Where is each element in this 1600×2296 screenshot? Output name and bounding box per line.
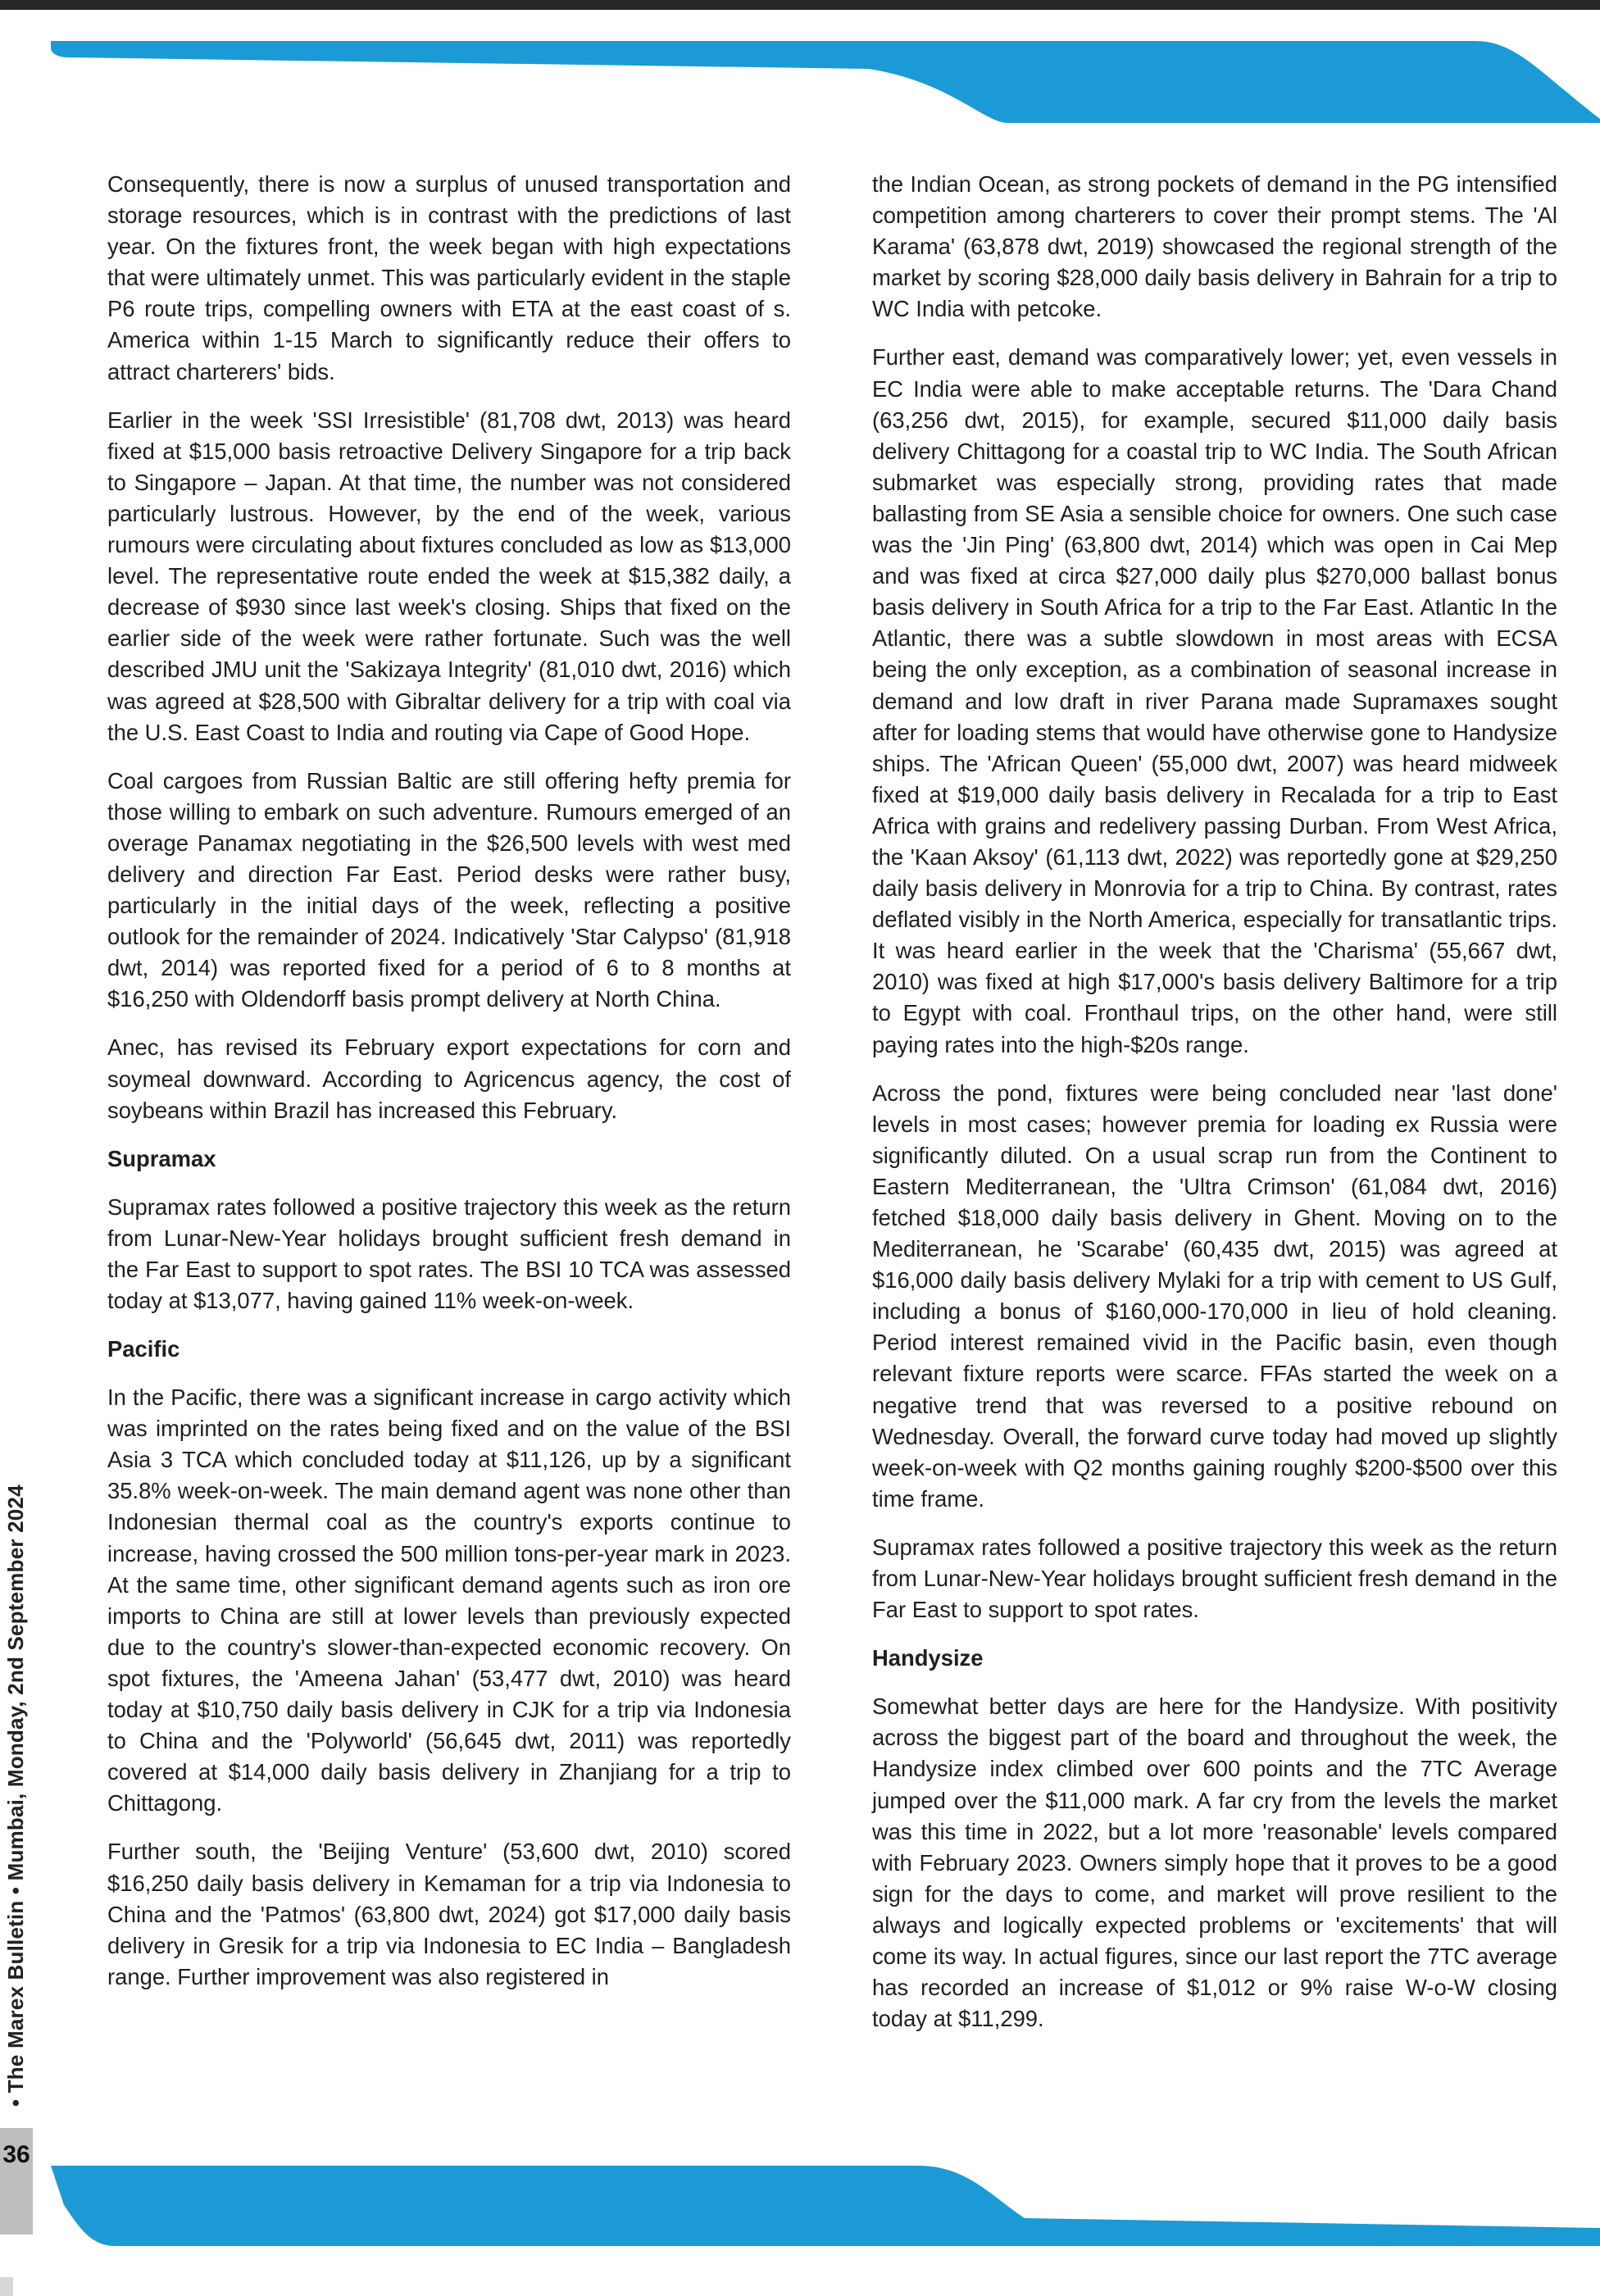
article-paragraph: Consequently, there is now a surplus of unused transportation and storage resources, which is in contrast with the predictions of last year. On the fixtures front, the week began with high expectations that were ultimately unmet. This was particularly evident in the staple P6 route trips, compelling owners with ETA at the east coast of s. America within 1-15 March to significantly reduce their offers to attract charterers' bids. (107, 171, 791, 384)
article-paragraph: Earlier in the week 'SSI Irresistible' (81,708 dwt, 2013) was heard fixed at $15,000 basis retroactive Delivery Singapore for a trip back to Singapore – Japan. At that time, the number was not considered particularly lustrous. However, by the end of the week, various rumours were circulating about fixtures concluded as low as $13,000 level. The representative route ended the week at $15,382 daily, a decrease of $930 since last week's closing. Ships that fixed on the earlier side of the week were rather fortunate. Such was the well described JMU unit the 'Sakizaya Integrity' (81,010 dwt, 2016) which was agreed at $28,500 with Gibraltar delivery for a trip with coal via the U.S. East Coast to India and routing via Cape of Good Hope. (107, 407, 791, 745)
header-accent-band (0, 0, 1600, 123)
article-paragraph: In the Pacific, there was a significant increase in cargo activity which was imprinted on the rates being fixed and on the value of the BSI Asia 3 TCA which concluded today at $11,126, up by a significant 35.8% week-on-week. The main demand agent was none other than Indonesian thermal coal as the country's exports continue to increase, having crossed the 500 million tons-per-year mark in 2023. At the same time, other significant demand agents such as iron ore imports to China are still at lower levels than previously expected due to the country's slower-than-expected economic recovery. On spot fixtures, the 'Ameena Jahan' (53,477 dwt, 2010) was heard today at $10,750 daily basis delivery in CJK for a trip via Indonesia to China and the 'Polyworld' (56,645 dwt, 2011) was reportedly covered at $14,000 daily basis delivery in Zhanjiang for a trip to Chittagong. (107, 1384, 791, 1816)
article-paragraph: the Indian Ocean, as strong pockets of demand in the PG intensified competition among charterers to cover their prompt stems. The 'Al Karama' (63,878 dwt, 2019) showcased the regional strength of the market by scoring $28,000 daily basis delivery in Bahrain for a trip to WC India with petcoke. (872, 171, 1557, 322)
section-heading-supramax: Supramax (107, 1145, 216, 1171)
running-title: • The Marex Bulletin • Mumbai, Monday, 2nd September 2024 (3, 1484, 28, 2107)
section-heading-handysize: Handysize (872, 1645, 984, 1671)
header-rule (0, 0, 1600, 10)
article-paragraph: Supramax rates followed a positive trajectory this week as the return from Lunar-New-Year holidays brought sufficient fresh demand in the Far East to support to spot rates. The BSI 10 TCA was assessed today at $13,077, having gained 11% week-on-week. (107, 1193, 791, 1313)
article-paragraph: Across the pond, fixtures were being concluded near 'last done' levels in most cases; however premia for loading ex Russia were significantly diluted. On a usual scrap run from the Continent to Eastern Mediterranean, the 'Ultra Crimson' (61,084 dwt, 2016) fetched $18,000 daily basis delivery in Ghent. Moving on to the Mediterranean, he 'Scarabe' (60,435 dwt, 2015) was agreed at $16,000 daily basis delivery Mylaki for a trip with cement to US Gulf, including a bonus of $160,000-170,000 in lieu of hold cleaning. Period interest remained vivid in the Pacific basin, even though relevant fixture reports were scarce. FFAs started the week on a negative trend that was reversed to a positive rebound on Wednesday. Overall, the forward curve today had moved up slightly week-on-week with Q2 months gaining roughly $200-$500 over this time frame. (872, 1080, 1557, 1512)
left-column (107, 169, 791, 2010)
article-paragraph: Further east, demand was comparatively lower; yet, even vessels in EC India were able to make acceptable returns. The 'Dara Chand (63,256 dwt, 2015), for example, secured $11,000 daily basis delivery Chittagong for a coastal trip to WC India. The South African submarket was especially strong, providing rates that made ballasting from SE Asia a sensible choice for owners. One such case was the 'Jin Ping' (63,800 dwt, 2014) which was open in Cai Mep and was fixed at circa $27,000 daily plus $270,000 ballast bonus basis delivery in South Africa for a trip to the Far East. Atlantic In the Atlantic, there was a subtle slowdown in most areas with ECSA being the only exception, as a combination of seasonal increase in demand and low draft in river Parana made Supramaxes sought after for loading stems that would have otherwise gone to Handysize ships. The 'African Queen' (55,000 dwt, 2007) was heard midweek fixed at $19,000 daily basis delivery in Recalada for a trip to East Africa with grains and redelivery passing Durban. From West Africa, the 'Kaan Aksoy' (61,113 dwt, 2022) was reportedly gone at $29,250 daily basis delivery in Monrovia for a trip to China. By contrast, rates deflated visibly in the North America, especially for transatlantic trips. It was heard earlier in the week that the 'Charisma' (55,667 dwt, 2010) was fixed at high $17,000's basis delivery Baltimore for a trip to Egypt with coal. Fronthaul trips, on the other hand, were still paying rates into the high-$20s range. (872, 344, 1557, 1057)
corner-mark (0, 2277, 13, 2296)
article-paragraph: Further south, the 'Beijing Venture' (53,600 dwt, 2010) scored $16,250 daily basis delivery in Kemaman for a trip via Indonesia to China and the 'Patmos' (63,800 dwt, 2024) got $17,000 daily basis delivery in Gresik for a trip via Indonesia to EC India – Bangladesh range. Further improvement was also registered in (107, 1839, 791, 1989)
article-paragraph: Supramax rates followed a positive trajectory this week as the return from Lunar-New-Year holidays brought sufficient fresh demand in the Far East to support to spot rates. (872, 1534, 1557, 1623)
section-heading-pacific: Pacific (107, 1336, 180, 1362)
article-paragraph: Coal cargoes from Russian Baltic are still offering hefty premia for those willing to embark on such adventure. Rumours emerged of an overage Panamax negotiating in the $26,500 levels with west med delivery and direction Far East. Period desks were rather busy, particularly in the initial days of the week, reflecting a positive outlook for the remainder of 2024. Indicatively 'Star Calypso' (81,918 dwt, 2014) was reported fixed for a period of 6 to 8 months at $16,250 with Oldendorff basis prompt delivery at North China. (107, 767, 791, 1012)
article-paragraph: Somewhat better days are here for the Handysize. With positivity across the biggest part of the board and throughout the week, the Handysize index climbed over 600 points and the 7TC Average jumped over the $11,000 mark. A far cry from the levels the market was this time in 2022, but a lot more 'reasonable' levels compared with February 2023. Owners simply hope that it proves to be a good sign for the days to come, and market will prove resilient to the always and logically expected problems or 'excitements' that will come its way. In actual figures, since our last report the 7TC average has recorded an increase of $1,012 or 9% raise W-o-W closing today at $11,299. (872, 1694, 1557, 2032)
footer-accent-band (0, 2148, 1600, 2246)
article-paragraph: Anec, has revised its February export expectations for corn and soymeal downward. According to Agricencus agency, the cost of soybeans within Brazil has increased this February. (107, 1034, 791, 1123)
page-number: 36 (0, 2128, 33, 2235)
right-column (872, 169, 1557, 2052)
